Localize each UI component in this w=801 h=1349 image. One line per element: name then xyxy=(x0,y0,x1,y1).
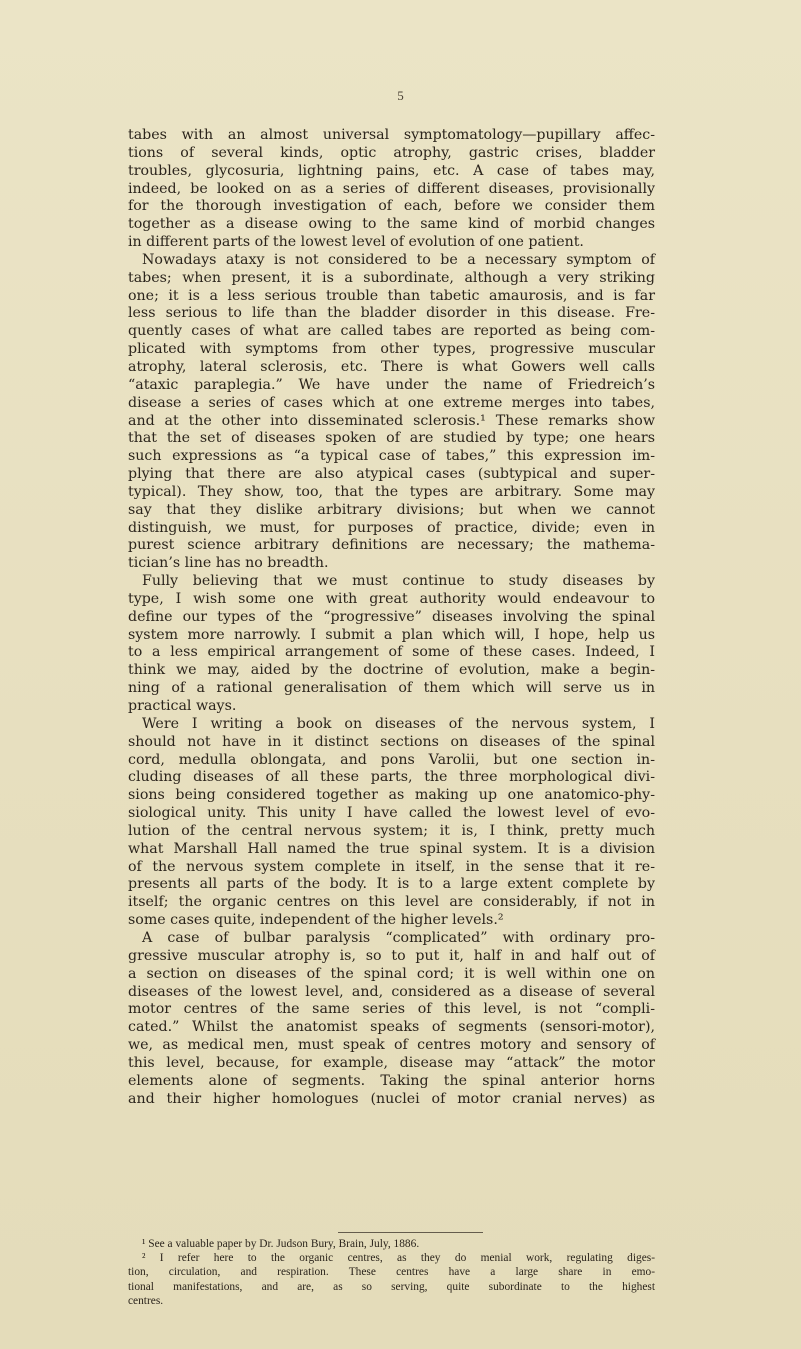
text-line: presents all parts of the body. It is to a large extent complete by xyxy=(128,876,655,893)
text-line: A case of bulbar paralysis “complicated” with ordinary pro- xyxy=(142,929,655,946)
text-line: that the set of diseases spoken of are studied by type; one hears xyxy=(128,430,655,447)
text-line: and their higher homologues (nuclei of motor cranial nerves) as xyxy=(128,1090,655,1107)
text-line: together as a disease owing to the same kind of morbid changes xyxy=(128,216,655,233)
text-line: in different parts of the lowest level of evolution of one patient. xyxy=(128,234,584,251)
text-line: Nowadays ataxy is not considered to be a necessary symptom of xyxy=(142,251,655,268)
text-line: “ataxic paraplegia.” We have under the name of Friedreich’s xyxy=(128,376,655,393)
text-line: sions being considered together as making up one anatomico-phy- xyxy=(128,787,655,804)
footnote-divider xyxy=(338,1232,483,1233)
text-line: for the thorough investigation of each, before we consider them xyxy=(128,198,655,215)
body-text xyxy=(128,127,655,1108)
text-line: troubles, glycosuria, lightning pains, etc. A case of tabes may, xyxy=(128,162,655,179)
text-line: gressive muscular atrophy is, so to put it, half in and half out of xyxy=(128,947,655,964)
page-number: 5 xyxy=(397,88,404,103)
footnote-line: ² I refer here to the organic centres, as they do menial work, regulating diges- xyxy=(142,1252,655,1265)
text-line: siological unity. This unity I have called the lowest level of evo- xyxy=(128,805,655,822)
text-line: distinguish, we must, for purposes of practice, divide; even in xyxy=(128,519,655,536)
text-line: what Marshall Hall named the true spinal system. It is a division xyxy=(128,840,655,857)
text-line: itself; the organic centres on this level are considerably, if not in xyxy=(128,894,655,911)
text-line: tions of several kinds, optic atrophy, gastric crises, bladder xyxy=(128,144,655,161)
text-line: plicated with symptoms from other types, progressive muscular xyxy=(128,341,655,358)
text-line: ning of a rational generalisation of them which will serve us in xyxy=(128,680,655,697)
footnote-line: tional manifestations, and are, as so serving, quite subordinate to the highest xyxy=(128,1280,655,1293)
text-line: a section on diseases of the spinal cord; it is well within one on xyxy=(128,965,655,982)
footnotes xyxy=(128,1237,655,1308)
text-line: say that they dislike arbitrary divisions; but when we cannot xyxy=(128,501,655,518)
text-line: cated.” Whilst the anatomist speaks of segments (sensori-motor), xyxy=(128,1019,655,1036)
text-line: one; it is a less serious trouble than tabetic amaurosis, and is far xyxy=(128,287,655,304)
text-line: diseases of the lowest level, and, considered as a disease of several xyxy=(128,983,655,1000)
footnote-line: tion, circulation, and respiration. These centres have a large share in emo- xyxy=(128,1266,655,1279)
text-line: this level, because, for example, disease may “attack” the motor xyxy=(128,1054,655,1071)
text-line: and at the other into disseminated sclerosis.¹ These remarks show xyxy=(128,412,655,429)
text-line: motor centres of the same series of this level, is not “compli- xyxy=(128,1001,655,1018)
text-line: practical ways. xyxy=(128,698,237,714)
footnote-line: centres. xyxy=(128,1294,164,1307)
text-line: should not have in it distinct sections on diseases of the spinal xyxy=(128,733,655,750)
text-line: think we may, aided by the doctrine of evolution, make a begin- xyxy=(128,662,655,679)
text-line: elements alone of segments. Taking the spinal anterior horns xyxy=(128,1072,655,1089)
text-line: of the nervous system complete in itself, in the sense that it re- xyxy=(128,858,655,875)
text-line: tabes with an almost universal symptomatology—pupillary affec- xyxy=(128,127,655,143)
text-line: Were I writing a book on diseases of the nervous system, I xyxy=(142,715,655,732)
text-line: typical). They show, too, that the types are arbitrary. Some may xyxy=(128,483,655,500)
text-line: purest science arbitrary definitions are necessary; the mathema- xyxy=(128,537,655,554)
text-line: cord, medulla oblongata, and pons Varolii, but one section in- xyxy=(128,751,655,768)
text-line: Fully believing that we must continue to study diseases by xyxy=(142,573,655,590)
text-line: lution of the central nervous system; it is, I think, pretty much xyxy=(128,822,655,839)
text-line: atrophy, lateral sclerosis, etc. There is what Gowers well calls xyxy=(128,358,655,375)
text-line: such expressions as “a typical case of tabes,” this expression im- xyxy=(128,448,655,465)
footnote-line: ¹ See a valuable paper by Dr. Judson Bury, Brain, July, 1886. xyxy=(142,1238,420,1250)
text-line: tician’s line has no breadth. xyxy=(128,555,329,572)
text-line: indeed, be looked on as a series of different diseases, provisionally xyxy=(128,180,655,197)
text-line: plying that there are also atypical cases (subtypical and super- xyxy=(128,466,655,483)
text-line: some cases quite, independent of the higher levels.² xyxy=(128,912,504,929)
text-line: type, I wish some one with great authority would endeavour to xyxy=(128,590,655,607)
text-line: define our types of the “progressive” diseases involving the spinal xyxy=(128,608,655,625)
text-line: less serious to life than the bladder disorder in this disease. Fre- xyxy=(128,305,655,322)
text-line: tabes; when present, it is a subordinate, although a very striking xyxy=(128,269,655,286)
text-line: quently cases of what are called tabes are reported as being com- xyxy=(128,323,655,340)
text-line: system more narrowly. I submit a plan which will, I hope, help us xyxy=(128,626,655,643)
text-line: to a less empirical arrangement of some of these cases. Indeed, I xyxy=(128,644,655,661)
text-line: we, as medical men, must speak of centres motory and sensory of xyxy=(128,1037,655,1054)
text-line: disease a series of cases which at one extreme merges into tabes, xyxy=(128,394,655,411)
text-line: cluding diseases of all these parts, the three morphological divi- xyxy=(128,769,655,786)
